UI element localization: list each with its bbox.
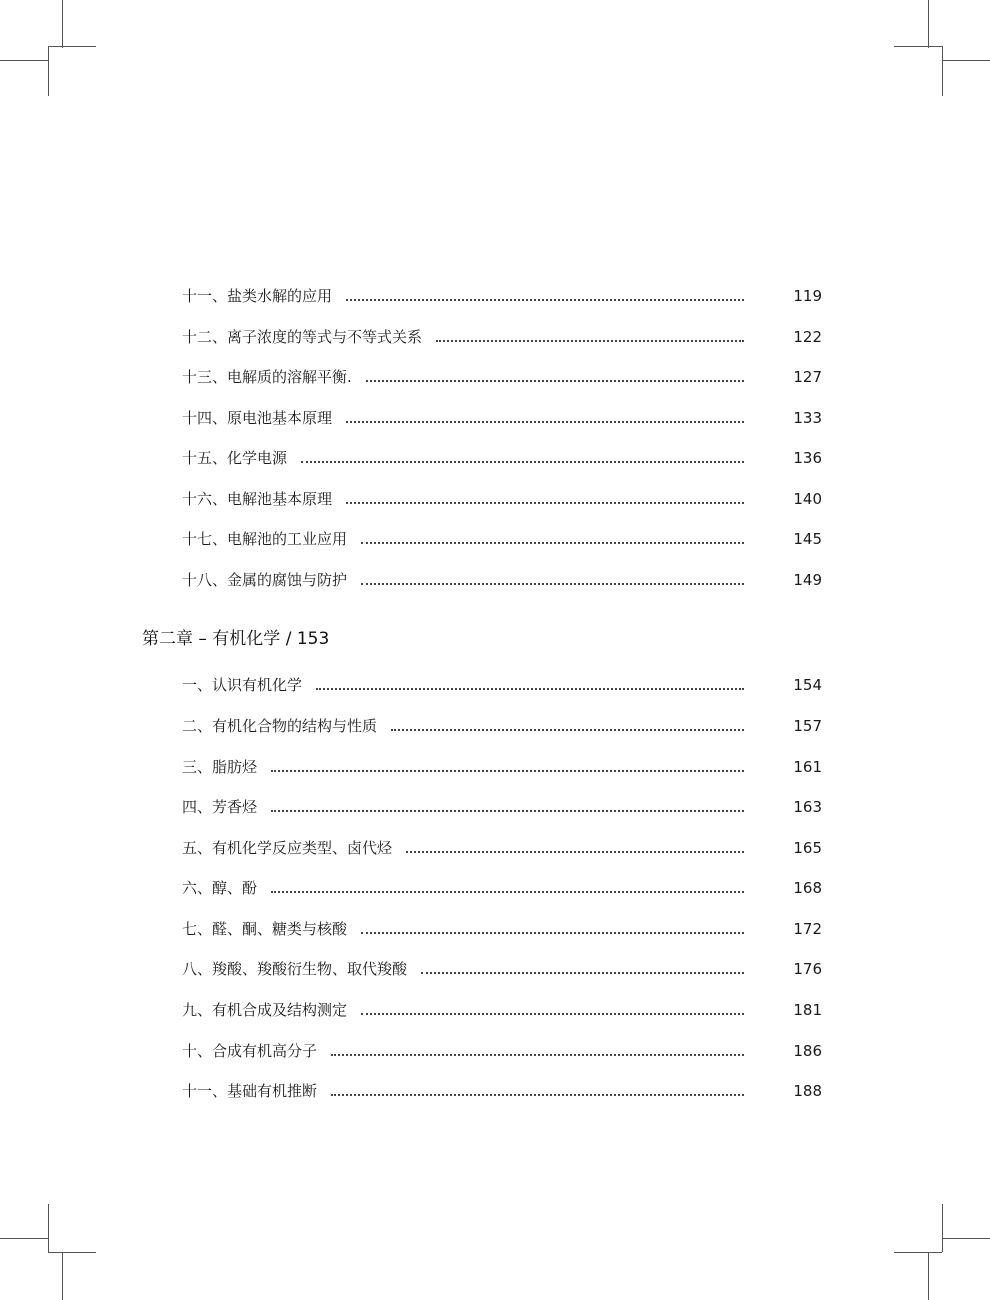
- entry-title: 五、有机化学反应类型、卤代烃: [182, 839, 393, 857]
- toc-entry[interactable]: [182, 446, 822, 468]
- dot-leader: [271, 891, 744, 893]
- chapter-heading[interactable]: 第二章 – 有机化学 / 153: [142, 629, 330, 649]
- dot-leader: [301, 461, 744, 463]
- toc-entry[interactable]: [182, 527, 822, 549]
- crop-mark-top-left: [48, 46, 49, 96]
- entry-page-number: 168: [793, 879, 822, 897]
- crop-mark-top-right: [928, 0, 929, 48]
- dot-leader: [346, 299, 744, 301]
- entry-title: 十六、电解池基本原理: [182, 490, 333, 508]
- entry-title: 十一、盐类水解的应用: [182, 287, 333, 305]
- dot-leader: [331, 1094, 744, 1096]
- dot-leader: [361, 583, 744, 585]
- entry-page-number: 181: [793, 1001, 822, 1019]
- toc-entry[interactable]: [182, 487, 822, 509]
- toc-entry[interactable]: [182, 795, 822, 817]
- crop-mark-bottom-right: [942, 1238, 990, 1239]
- entry-title: 十一、基础有机推断: [182, 1082, 318, 1100]
- entry-page-number: 127: [793, 368, 822, 386]
- entry-title: 四、芳香烃: [182, 798, 258, 816]
- entry-page-number: 165: [793, 839, 822, 857]
- toc-entry[interactable]: [182, 1039, 822, 1061]
- toc-entry[interactable]: [182, 365, 822, 387]
- dot-leader: [271, 770, 744, 772]
- toc-entry[interactable]: [182, 284, 822, 306]
- toc-entry[interactable]: [182, 673, 822, 695]
- entry-title: 七、醛、酮、糖类与核酸: [182, 920, 348, 938]
- entry-page-number: 119: [793, 287, 822, 305]
- entry-page-number: 157: [793, 717, 822, 735]
- crop-mark-top-right: [942, 46, 943, 96]
- entry-page-number: 136: [793, 449, 822, 467]
- crop-mark-top-right: [942, 60, 990, 61]
- dot-leader: [331, 1054, 744, 1056]
- dot-leader: [361, 1013, 744, 1015]
- entry-page-number: 154: [793, 676, 822, 694]
- dot-leader: [406, 851, 744, 853]
- dot-leader: [391, 729, 744, 731]
- entry-title: 六、醇、酚: [182, 879, 258, 897]
- dot-leader: [316, 688, 744, 690]
- toc-entry[interactable]: [182, 714, 822, 736]
- entry-title: 三、脂肪烃: [182, 758, 258, 776]
- crop-mark-bottom-left: [48, 1252, 96, 1253]
- entry-title: 十四、原电池基本原理: [182, 409, 333, 427]
- entry-page-number: 176: [793, 960, 822, 978]
- entry-page-number: 145: [793, 530, 822, 548]
- entry-page-number: 186: [793, 1042, 822, 1060]
- entry-page-number: 172: [793, 920, 822, 938]
- dot-leader: [436, 340, 744, 342]
- toc-entry[interactable]: [182, 876, 822, 898]
- toc-entry[interactable]: [182, 836, 822, 858]
- toc-entry[interactable]: [182, 406, 822, 428]
- entry-title: 二、有机化合物的结构与性质: [182, 717, 378, 735]
- entry-title: 八、羧酸、羧酸衍生物、取代羧酸: [182, 960, 408, 978]
- entry-page-number: 163: [793, 798, 822, 816]
- toc-entry[interactable]: [182, 998, 822, 1020]
- dot-leader: [366, 380, 744, 382]
- crop-mark-bottom-left: [0, 1238, 48, 1239]
- crop-mark-bottom-right: [928, 1252, 929, 1300]
- toc-entry[interactable]: [182, 1079, 822, 1101]
- crop-mark-bottom-left: [48, 1204, 49, 1252]
- entry-page-number: 140: [793, 490, 822, 508]
- entry-title: 一、认识有机化学: [182, 676, 303, 694]
- crop-mark-top-left: [48, 46, 96, 47]
- entry-title: 十三、电解质的溶解平衡.: [182, 368, 352, 386]
- entry-title: 十五、化学电源: [182, 449, 288, 467]
- entry-title: 十、合成有机高分子: [182, 1042, 318, 1060]
- crop-mark-bottom-right: [942, 1204, 943, 1252]
- toc-entry[interactable]: [182, 755, 822, 777]
- dot-leader: [361, 542, 744, 544]
- dot-leader: [361, 932, 744, 934]
- entry-page-number: 133: [793, 409, 822, 427]
- entry-page-number: 161: [793, 758, 822, 776]
- entry-page-number: 188: [793, 1082, 822, 1100]
- crop-mark-bottom-left: [62, 1252, 63, 1300]
- dot-leader: [271, 810, 744, 812]
- entry-title: 九、有机合成及结构测定: [182, 1001, 348, 1019]
- toc-entry[interactable]: [182, 917, 822, 939]
- entry-page-number: 122: [793, 328, 822, 346]
- dot-leader: [346, 502, 744, 504]
- dot-leader: [421, 972, 744, 974]
- dot-leader: [346, 421, 744, 423]
- entry-title: 十七、电解池的工业应用: [182, 530, 348, 548]
- crop-mark-top-right: [894, 46, 942, 47]
- crop-mark-top-left: [62, 0, 63, 48]
- entry-title: 十八、金属的腐蚀与防护: [182, 571, 348, 589]
- entry-page-number: 149: [793, 571, 822, 589]
- toc-entry[interactable]: [182, 325, 822, 347]
- entry-title: 十二、离子浓度的等式与不等式关系: [182, 328, 423, 346]
- toc-entry[interactable]: [182, 568, 822, 590]
- toc-entry[interactable]: [182, 957, 822, 979]
- crop-mark-bottom-right: [894, 1252, 942, 1253]
- crop-mark-top-left: [0, 60, 48, 61]
